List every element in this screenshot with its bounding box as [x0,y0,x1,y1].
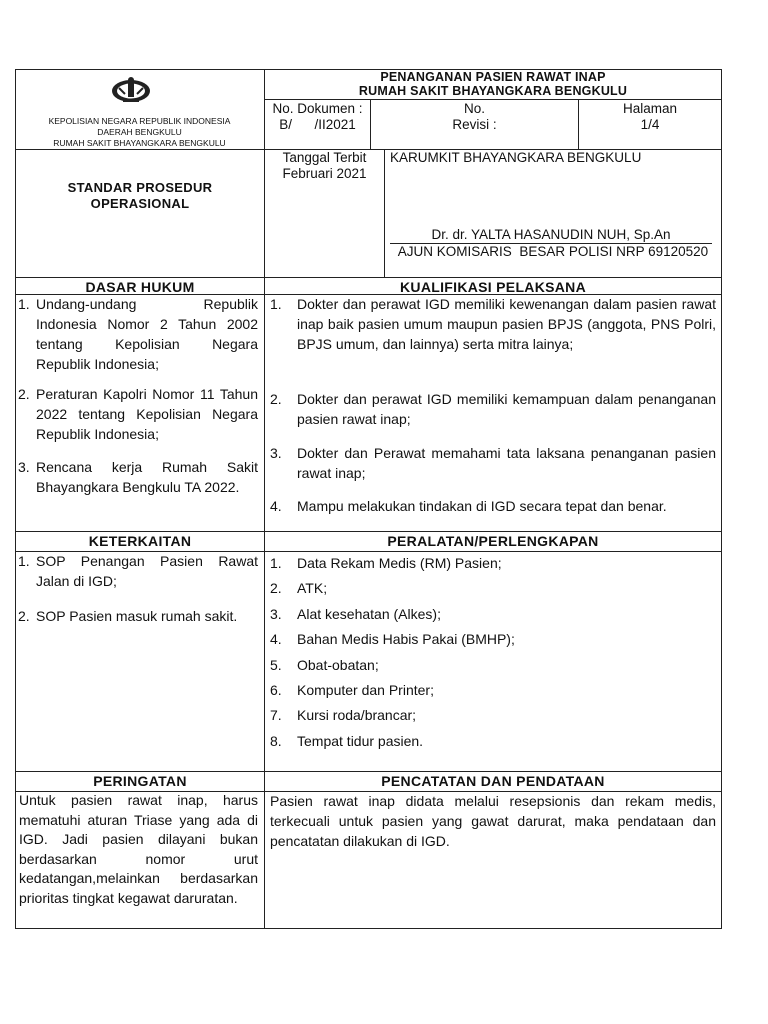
document-number-value: B/ /II2021 [279,117,356,132]
dasar-hukum-list [18,294,258,497]
pencatatan-text: Pasien rawat inap didata melalui resepsionis dan rekam medis, terkecuali untuk pasien yang gawat darurat, maka pendataan dan pencatatan dilakukan di IGD. [270,793,716,849]
list-item [18,551,258,606]
list-item [18,384,258,457]
list-item-text: Dokter dan Perawat memahami tata laksana penanganan pasien rawat inap; [297,445,716,481]
list-item-number: 4. [270,498,282,514]
keterkaitan-list [18,551,258,626]
list-item [270,653,716,678]
issue-date [265,150,384,182]
issue-date-value: Februari 2021 [282,166,367,181]
org-line-2: DAERAH BENGKULU [97,127,182,137]
list-item [270,551,716,576]
list-item-text: Rencana kerja Rumah Sakit Bhayangkara Bengkulu TA 2022. [36,459,258,495]
list-item [270,443,716,496]
divider [264,99,722,100]
approver-title: KARUMKIT BHAYANGKARA BENGKULU [390,150,642,165]
list-item-text: Dokter dan perawat IGD memiliki kemampuan dalam penanganan pasien rawat inap; [297,391,716,427]
list-item [270,294,716,389]
list-item-number: 8. [270,732,282,749]
organization-name [16,116,263,149]
list-item-number: 3. [270,445,282,461]
page-number [579,101,721,133]
sop-title-line-1: STANDAR PROSEDUR [67,180,213,195]
list-item [270,678,716,703]
list-item-number: 1. [270,296,282,312]
page-number-label: Halaman [622,101,678,116]
list-item-text: Peraturan Kapolri Nomor 11 Tahun 2022 tentang Kepolisian Negara Republik Indonesia; [36,386,258,442]
peringatan-heading: PERINGATAN [93,773,187,789]
list-item-number: 5. [270,656,282,673]
list-item [270,703,716,728]
document-title-line-1: PENANGANAN PASIEN RAWAT INAP [380,70,606,84]
list-item-text: Obat-obatan; [297,656,379,673]
list-item-text: Alat kesehatan (Alkes); [297,605,441,622]
list-item [18,294,258,384]
issue-date-label: Tanggal Terbit [282,150,367,165]
list-item-text: SOP Pasien masuk rumah sakit. [36,608,238,624]
list-item-number: 3. [270,605,282,622]
page-number-value: 1/4 [640,117,660,132]
list-item-number: 2. [270,580,282,597]
list-item [270,729,716,754]
list-item-number: 7. [270,707,282,724]
document-title [265,70,721,98]
list-item-number: 2. [270,391,282,407]
keterkaitan-heading: KETERKAITAN [88,533,192,549]
list-item [270,602,716,627]
list-item-text: Dokter dan perawat IGD memiliki kewenangan dalam pasien rawat inap baik pasien umum maupun pasien BPJS (anggota, PNS Polri, BPJS umum, dan lainnya) serta mitra lainya; [297,296,716,352]
list-item-number: 6. [270,682,282,699]
list-item-text: Mampu melakukan tindakan di IGD secara tepat dan benar. [297,498,667,514]
list-item-number: 3. [18,459,30,475]
police-emblem-icon [109,76,153,104]
document-title-line-2: RUMAH SAKIT BHAYANGKARA BENGKULU [358,84,628,98]
list-item-text: SOP Penangan Pasien Rawat Jalan di IGD; [36,553,258,589]
list-item [18,606,258,626]
kualifikasi-heading: KUALIFIKASI PELAKSANA [400,279,586,295]
dasar-hukum-heading: DASAR HUKUM [85,279,195,295]
revision-label: No. [463,101,485,116]
peralatan-heading: PERALATAN/PERLENGKAPAN [387,533,599,549]
approver-rank: AJUN KOMISARIS BESAR POLISI NRP 69120520 [397,244,709,259]
list-item [18,457,258,497]
revision-number [371,101,578,133]
list-item-text: Bahan Medis Habis Pakai (BMHP); [297,631,515,648]
document-number-label: No. Dokumen : [272,101,363,116]
list-item-text: Kursi roda/brancar; [297,707,417,724]
list-item-text: Undang-undang Republik Indonesia Nomor 2 Tahun 2002 tentang Kepolisian Negara Republik Indonesia; [36,296,258,372]
list-item-text: Tempat tidur pasien. [297,732,424,749]
list-item-number: 2. [18,386,30,402]
peralatan-list [270,551,716,754]
sop-title [16,180,264,212]
list-item-number: 1. [18,553,30,569]
list-item-text: Komputer dan Printer; [297,682,434,699]
list-item [270,627,716,652]
list-item-number: 2. [18,608,30,624]
list-item [270,576,716,601]
document-number [265,101,370,133]
list-item-number: 1. [18,296,30,312]
divider [264,69,265,929]
org-line-3: RUMAH SAKIT BHAYANGKARA BENGKULU [53,138,226,148]
list-item-text: ATK; [297,580,328,597]
org-line-1: KEPOLISIAN NEGARA REPUBLIK INDONESIA [48,116,231,126]
pencatatan-heading: PENCATATAN DAN PENDATAAN [381,773,605,789]
list-item [270,496,716,516]
approver-name: Dr. dr. YALTA HASANUDIN NUH, Sp.An [390,227,712,244]
revision-value: Revisi : [452,117,497,132]
list-item-number: 4. [270,631,282,648]
list-item-number: 1. [270,555,282,571]
list-item-text: Data Rekam Medis (RM) Pasien; [297,555,502,571]
sop-title-line-2: OPERASIONAL [90,196,190,211]
list-item [270,389,716,443]
peringatan-text: Untuk pasien rawat inap, harus mematuhi aturan Triase yang ada di IGD. Jadi pasien dilayani bukan berdasarkan nomor urut kedatangan,melainkan berdasarkan prioritas tingkat kegawat daruratan. [19,792,258,906]
kualifikasi-list [270,294,716,516]
